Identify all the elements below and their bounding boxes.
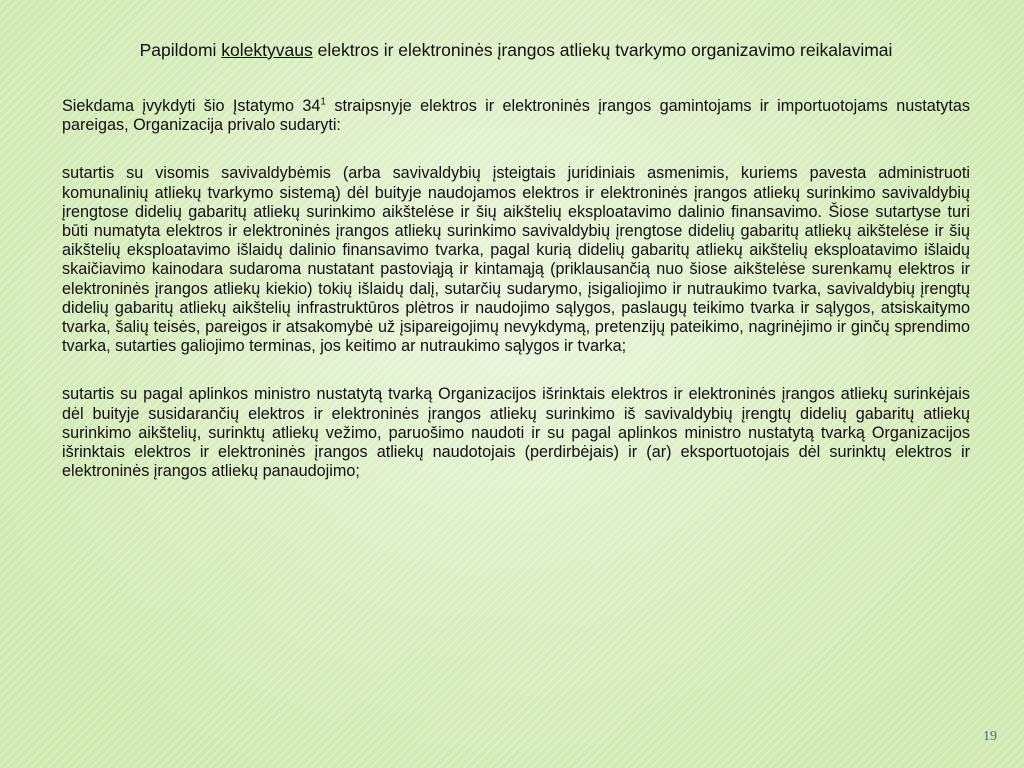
title-underlined-word: kolektyvaus bbox=[221, 40, 313, 60]
intro-paragraph bbox=[62, 97, 970, 135]
intro-text-before: Siekdama įvykdyti šio Įstatymo 34 bbox=[62, 97, 321, 115]
intro-superscript: 1 bbox=[320, 96, 326, 108]
title-part1: Papildomi bbox=[139, 40, 222, 60]
collectors-contracts-paragraph: sutartis su pagal aplinkos ministro nustatytą tvarką Organizacijos išrinktais elektros ir elektroninės įrangos atliekų surinkėjais dėl buityje susidarančių elektros ir elektroninės įrangos atliekų surinkimo iš savivaldybių įrengtų didelių gabaritų atliekų surinkimo aikštelių, surinktų atliekų vežimo, paruošimo naudoti ir su pagal aplinkos ministro nustatytą tvarką Organizacijos išrinktais elektros ir elektroninės įrangos atliekų naudotojais (perdirbėjais) ir (ar) eksportuotojais dėl surinktų elektros ir elektroninės įrangos atliekų panaudojimo; bbox=[62, 385, 970, 481]
page-number: 19 bbox=[983, 729, 997, 744]
slide-content bbox=[62, 40, 970, 481]
intro-text-after: straipsnyje elektros ir elektroninės įrangos gamintojams ir importuotojams nustatytas pareigas, Organizacija privalo sudaryti: bbox=[62, 97, 970, 135]
title-part2: elektros ir elektroninės įrangos atliekų tvarkymo organizavimo reikalavimai bbox=[312, 40, 893, 60]
slide-title bbox=[62, 40, 970, 61]
municipality-contracts-paragraph: sutartis su visomis savivaldybėmis (arba savivaldybių įsteigtais juridiniais asmenimis, kuriems pavesta administruoti komunalinių atliekų tvarkymo sistemą) dėl buityje naudojamos elektros ir elektroninės įrangos atliekų surinkimo savivaldybių įrengtose didelių gabaritų atliekų surinkimo aikštelėse ir šių aikštelių eksploatavimo dalinio finansavimo. Šiose sutartyse turi būti numatyta elektros ir elektroninės įrangos atliekų surinkimo savivaldybių įrengtose didelių gabaritų atliekų aikštelėse ir šių aikštelių eksploatavimo išlaidų dalinio finansavimo tvarka, pagal kurią didelių gabaritų atliekų aikštelių eksploatavimo išlaidų skaičiavimo kainodara sudaroma nustatant pastoviąją ir kintamąją (priklausančią nuo šiose aikštelėse surenkamų elektros ir elektroninės įrangos atliekų kiekio) tokių išlaidų dalį, sutarčių sudarymo, įsigaliojimo ir nutraukimo tvarka, savivaldybių įrengtų didelių gabaritų atliekų aikštelių infrastruktūros plėtros ir naudojimo sąlygos, paslaugų teikimo tvarka ir sąlygos, atsiskaitymo tvarka, šalių teisės, pareigos ir atsakomybė už įsipareigojimų nevykdymą, pretenzijų pateikimo, nagrinėjimo ir ginčų sprendimo tvarka, sutarties galiojimo terminas, jos keitimo ar nutraukimo sąlygos ir tvarka; bbox=[62, 164, 970, 356]
